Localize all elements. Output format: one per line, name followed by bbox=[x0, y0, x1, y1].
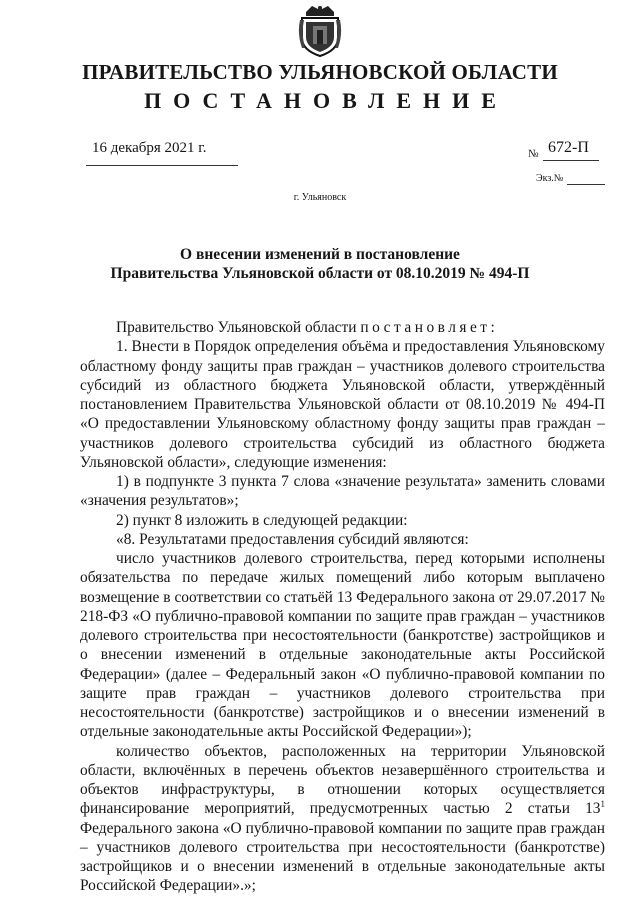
title-line-2: Правительства Ульяновской области от 08.10.2019 № 494-П bbox=[110, 265, 530, 282]
number-label: № bbox=[528, 148, 539, 160]
date-underline bbox=[86, 165, 238, 166]
intro-paragraph bbox=[80, 318, 605, 337]
paragraph-6 bbox=[80, 742, 605, 896]
paragraph-6-part-a: количество объектов, расположенных на территории Ульяновской области, включённых в перечень объектов незавершённого строительства и объектов инфраструктуры, в отношении которых осуществляется финансирование мероприятий, предусмотренных частью 2 статьи 13 bbox=[80, 742, 605, 818]
document-body bbox=[80, 318, 605, 896]
paragraph-1: 1. Внести в Порядок определения объёма и предоставления Ульяновскому областному фонду защиты прав граждан – участников долевого строительства субсидий из областного бюджета Ульяновской области, утверждённый постановлением Правительства Ульяновской области от 08.10.2019 № 494-П «О предоставлении Ульяновскому областному фонду защиты прав граждан – участников долевого строительства субсидий из областного бюджета Ульяновской области», следующие изменения: bbox=[80, 338, 605, 471]
intro-verb: постановляет: bbox=[360, 319, 499, 336]
city-label: г. Ульяновск bbox=[293, 192, 347, 203]
title-line-1: О внесении изменений в постановление bbox=[180, 246, 460, 263]
number-underline bbox=[543, 160, 599, 161]
paragraph-6-part-b: Федерального закона «О публично-правовой компании по защите прав граждан – участников долевого строительства при несостоятельности (банкротстве) застройщиков и о внесении изменений в отдельные законодательные акты Российской Федерации».»; bbox=[80, 819, 605, 895]
organization-heading: ПРАВИТЕЛЬСТВО УЛЬЯНОВСКОЙ ОБЛАСТИ bbox=[82, 60, 558, 84]
copy-number-label: Экз.№ bbox=[536, 173, 564, 184]
paragraph-5: число участников долевого строительства, перед которыми исполнены обязательства по передаче жилых помещений либо которым выплачено возмещение в соответствии со статьёй 13 Федерального закона от 29.07.2017 № 218-ФЗ «О публично-правовой компании по защите прав граждан – участников долевого строительства при несостоятельности (банкротстве) застройщиков и о внесении изменений в отдельные законодательные акты Российской Федерации» (далее – Федеральный закон «О публично-правовой компании по защите прав граждан – участников долевого строительства при несостоятельности (банкротстве) застройщиков и о внесении изменений в отдельные законодательные акты Российской Федерации»); bbox=[80, 550, 605, 741]
paragraph-3: 2) пункт 8 изложить в следующей редакции: bbox=[116, 511, 408, 529]
document-number: 672-П bbox=[548, 139, 589, 156]
document-type-heading: ПОСТАНОВЛЕНИЕ bbox=[144, 88, 508, 113]
copy-number-underline bbox=[567, 184, 605, 185]
paragraph-2: 1) в подпункте 3 пункта 7 слова «значение результата» заменить словами «значения результатов»; bbox=[80, 473, 605, 510]
document-date: 16 декабря 2021 г. bbox=[92, 140, 207, 156]
document-title bbox=[0, 245, 640, 283]
intro-subject: Правительство Ульяновской области bbox=[116, 319, 357, 336]
coat-of-arms-emblem bbox=[298, 4, 342, 58]
paragraph-6-superscript: 1 bbox=[600, 799, 605, 810]
paragraph-4: «8. Результатами предоставления субсидий являются: bbox=[116, 530, 469, 548]
